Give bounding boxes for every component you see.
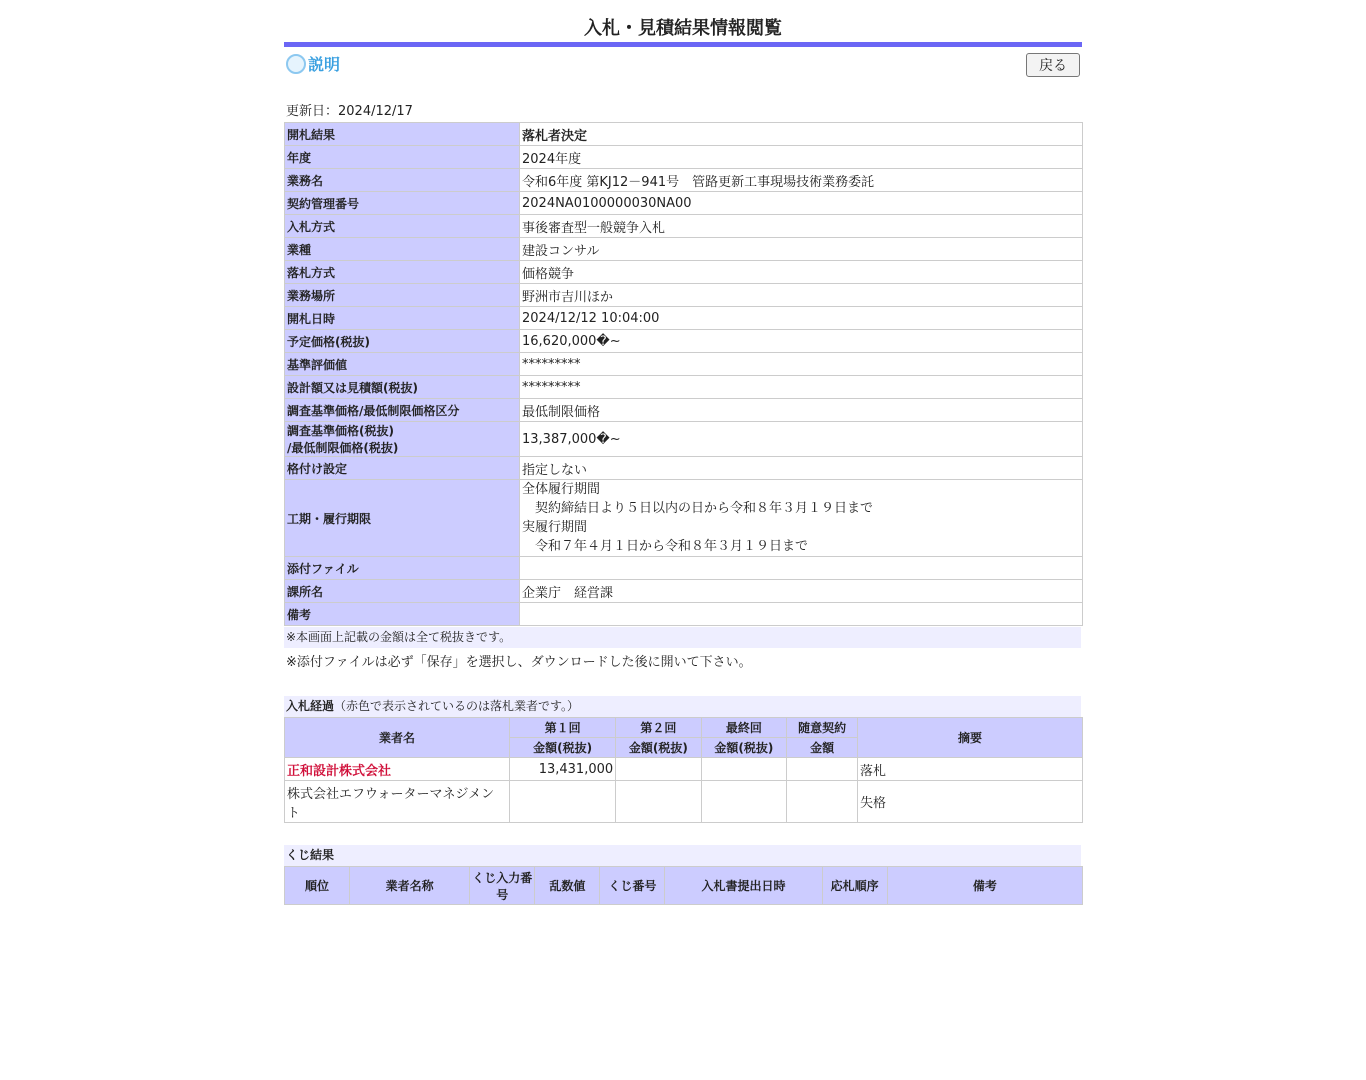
info-value: 価格競争 <box>520 261 1083 284</box>
info-value: 令和6年度 第KJ12－941号 管路更新工事現場技術業務委託 <box>520 169 1083 192</box>
info-row <box>285 557 1083 580</box>
bid-amount <box>787 781 858 823</box>
bid-subtitle: （赤色で表示されているのは落札業者です。） <box>334 699 580 713</box>
vendor-name: 正和設計株式会社 <box>285 758 510 781</box>
bid-amount <box>616 758 702 781</box>
info-value: ********* <box>520 353 1083 376</box>
info-row <box>285 192 1083 215</box>
info-label: 調査基準価格/最低制限価格区分 <box>285 399 520 422</box>
info-row <box>285 169 1083 192</box>
info-value: 全体履行期間 契約締結日より５日以内の日から令和８年３月１９日まで 実履行期間 令和７年４月１日から令和８年３月１９日まで <box>520 480 1083 557</box>
info-label: 備考 <box>285 603 520 626</box>
header-round: 第２回 <box>616 718 702 738</box>
info-label: 格付け設定 <box>285 457 520 480</box>
bid-row <box>285 781 1083 823</box>
header-amount: 金額(税抜) <box>616 738 702 758</box>
info-value: 落札者決定 <box>520 123 1083 146</box>
info-label: 調査基準価格(税抜) /最低制限価格(税抜) <box>285 422 520 457</box>
help-link[interactable] <box>286 52 340 75</box>
kuji-header: くじ番号 <box>600 867 665 905</box>
tax-note: ※本画面上記載の金額は全て税抜きです。 <box>284 627 1081 648</box>
vendor-name: 株式会社エフウォーターマネジメント <box>285 781 510 823</box>
info-row <box>285 238 1083 261</box>
page-title: 入札・見積結果情報閲覧 <box>584 18 782 39</box>
info-row <box>285 457 1083 480</box>
updated-date: 更新日：2024/12/17 <box>286 104 413 119</box>
info-label: 契約管理番号 <box>285 192 520 215</box>
bid-row <box>285 758 1083 781</box>
header-amount: 金額(税抜) <box>701 738 787 758</box>
info-value: 2024年度 <box>520 146 1083 169</box>
kuji-header: 備考 <box>887 867 1082 905</box>
info-label: 落札方式 <box>285 261 520 284</box>
info-value: 企業庁 経営課 <box>520 580 1083 603</box>
header-amount: 金額 <box>787 738 858 758</box>
bid-amount <box>787 758 858 781</box>
info-row <box>285 480 1083 557</box>
bid-title: 入札経過 <box>286 699 335 713</box>
info-row <box>285 330 1083 353</box>
info-label: 予定価格(税抜) <box>285 330 520 353</box>
bid-table <box>284 717 1083 823</box>
bid-header-row <box>285 718 1083 738</box>
header-round: 随意契約 <box>787 718 858 738</box>
info-row <box>285 603 1083 626</box>
page <box>284 0 1082 905</box>
info-label: 開札日時 <box>285 307 520 330</box>
info-row <box>285 376 1083 399</box>
info-row <box>285 422 1083 457</box>
info-row <box>285 580 1083 603</box>
bid-amount <box>701 781 787 823</box>
info-row <box>285 123 1083 146</box>
info-label: 設計額又は見積額(税抜) <box>285 376 520 399</box>
info-label: 開札結果 <box>285 123 520 146</box>
help-label: 説明 <box>308 55 341 74</box>
info-value <box>520 557 1083 580</box>
kuji-header: 業者名称 <box>350 867 470 905</box>
info-label: 課所名 <box>285 580 520 603</box>
attachment-note: ※添付ファイルは必ず「保存」を選択し、ダウンロードした後に開いて下さい。 <box>286 655 752 670</box>
info-label: 年度 <box>285 146 520 169</box>
header-round: 第１回 <box>510 718 616 738</box>
kuji-header: 入札書提出日時 <box>665 867 822 905</box>
info-value: 13,387,000�~ <box>520 422 1083 457</box>
info-value: ********* <box>520 376 1083 399</box>
info-row <box>285 353 1083 376</box>
info-label: 工期・履行期限 <box>285 480 520 557</box>
info-row <box>285 146 1083 169</box>
bid-section-title <box>284 696 1081 717</box>
info-value: 指定しない <box>520 457 1083 480</box>
info-label: 業務場所 <box>285 284 520 307</box>
info-value <box>520 603 1083 626</box>
document-icon <box>286 54 306 74</box>
info-value: 野洲市吉川ほか <box>520 284 1083 307</box>
info-value: 最低制限価格 <box>520 399 1083 422</box>
info-table <box>284 122 1083 626</box>
bid-amount: 13,431,000 <box>510 758 616 781</box>
header-round: 最終回 <box>701 718 787 738</box>
info-row <box>285 261 1083 284</box>
kuji-header: 順位 <box>285 867 350 905</box>
header-amount: 金額(税抜) <box>510 738 616 758</box>
info-value: 2024NA0100000030NA00 <box>520 192 1083 215</box>
info-label: 添付ファイル <box>285 557 520 580</box>
bid-summary: 失格 <box>858 781 1083 823</box>
header-vendor: 業者名 <box>285 718 510 758</box>
kuji-header-row <box>285 867 1083 905</box>
info-label: 基準評価値 <box>285 353 520 376</box>
kuji-header: 応札順序 <box>822 867 887 905</box>
bid-summary: 落札 <box>858 758 1083 781</box>
kuji-table <box>284 866 1083 905</box>
kuji-title: くじ結果 <box>286 848 335 862</box>
info-row <box>285 284 1083 307</box>
info-row <box>285 399 1083 422</box>
kuji-section-title <box>284 845 1081 866</box>
bid-amount <box>701 758 787 781</box>
bid-amount <box>510 781 616 823</box>
kuji-header: 乱数値 <box>535 867 600 905</box>
back-button[interactable]: 戻る <box>1026 53 1080 77</box>
header-summary: 摘要 <box>858 718 1083 758</box>
info-value: 16,620,000�~ <box>520 330 1083 353</box>
info-label: 入札方式 <box>285 215 520 238</box>
info-label: 業務名 <box>285 169 520 192</box>
info-row <box>285 307 1083 330</box>
info-value: 事後審査型一般競争入札 <box>520 215 1083 238</box>
info-label: 業種 <box>285 238 520 261</box>
info-value: 建設コンサル <box>520 238 1083 261</box>
info-row <box>285 215 1083 238</box>
info-value: 2024/12/12 10:04:00 <box>520 307 1083 330</box>
kuji-header: くじ入力番号 <box>470 867 535 905</box>
bid-amount <box>616 781 702 823</box>
